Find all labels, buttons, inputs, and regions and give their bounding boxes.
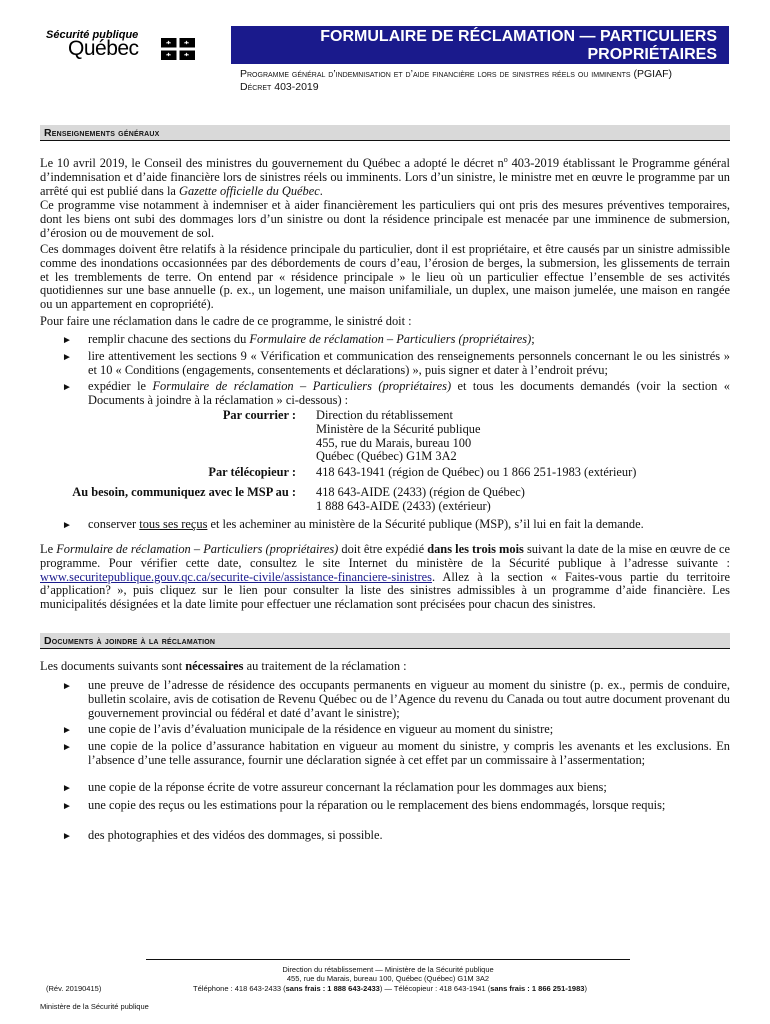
arrow-right-icon: ► — [62, 742, 72, 753]
footer-ministry: Ministère de la Sécurité publique — [40, 1002, 149, 1011]
list-item: ► une copie de la réponse écrite de votre assureur concernant la réclamation pour les dommages aux biens; — [62, 780, 607, 794]
arrow-right-icon: ► — [62, 831, 72, 842]
section-heading-general-info: Renseignements généraux — [40, 125, 730, 141]
paragraph-claim-steps-intro: Pour faire une réclamation dans le cadre de ce programme, le sinistré doit : — [40, 314, 412, 328]
paragraph-deadline: Le Formulaire de réclamation – Particuliers (propriétaires) doit être expédié dans les trois mois suivant la date de la mise en œuvre de ce programme. Pour vérifier cette date, consultez le site Internet du ministère de la Sécurité publique à l’adresse suivante : www.securitepublique.gouv.qc.ca/securite-civile/assistance-financiere-sinistres. Allez à la section « Faites-vous partie du territoire d’application? », puis cliquez sur le lien pour consulter la liste des sinistres admissibles à un programme d’aide financière. Les municipalités désignées et la date limite pour effectuer une réclamation sont précisées pour chacun des sinistres. — [40, 542, 730, 612]
logo-line1: Sécurité publique — [46, 29, 139, 41]
form-title: FORMULAIRE DE RÉCLAMATION — PARTICULIERS PROPRIÉTAIRES — [231, 26, 729, 64]
program-name: Programme général d’indemnisation et d’aide financière lors de sinistres réels ou imminents (PGIAF) — [240, 68, 672, 80]
list-item: ► expédier le Formulaire de réclamation – Particuliers (propriétaires) et tous les documents demandés (voir la section « Documents à joindre à la réclamation » ci-dessous) : — [62, 379, 730, 407]
arrow-right-icon: ► — [62, 520, 72, 531]
arrow-right-icon: ► — [62, 352, 72, 363]
decree-number: Décret 403-2019 — [240, 81, 319, 93]
logo-line2: Québec — [68, 37, 139, 60]
help-label: Au besoin, communiquez avec le MSP au : — [72, 485, 296, 499]
list-item: ► une copie de la police d’assurance habitation en vigueur au moment du sinistre, y compris les avenants et les exclusions. En l’absence d’une telle assurance, fournir une déclaration signée à cet effet par un commissaire à l’assermentation; — [62, 739, 730, 767]
arrow-right-icon: ► — [62, 681, 72, 692]
quebec-flag-icon — [161, 38, 195, 60]
section-heading-documents: Documents à joindre à la réclamation — [40, 633, 730, 649]
paragraph-damages: Ces dommages doivent être relatifs à la résidence principale du particulier, dont il est propriétaire, et être causés par un sinistre admissible comme des inondations occasionnées par des débordements de cours d’eau, l’érosion de berges, la submersion, les glissements de terrain et les tremblements de terre. On entend par « résidence principale » le lieu où un particulier effectue l’ensemble de ses activités quotidiennes sur une base annuelle (p. ex., un logement, une maison unifamiliale, un duplex, une maison jumelée, une maison en rangée ou un appartement en copropriété). — [40, 242, 730, 312]
list-item: ► une copie de l’avis d’évaluation municipale de la résidence en vigueur au moment du sinistre; — [62, 722, 554, 736]
paragraph-decree: Le 10 avril 2019, le Conseil des ministres du gouvernement du Québec a adopté le décret $n^o$ 403-2019 établissant le Programme général d’indemnisation et d’aide financière lors de sinistres réels ou imminents. Lors d’un sinistre, le ministre met en œuvre le programme par un arrêté qui est publié dans la Gazette officielle du Québec. — [40, 155, 731, 198]
list-item: ► conserver tous ses reçus et les acheminer au ministère de la Sécurité publique (MSP), s’il lui en fait la demande. — [62, 517, 644, 531]
list-item: ► une copie des reçus ou les estimations pour la réparation ou le remplacement des biens endommagés, lorsque requis; — [62, 798, 666, 812]
arrow-right-icon: ► — [62, 725, 72, 736]
arrow-right-icon: ► — [62, 783, 72, 794]
list-item: ► une preuve de l’adresse de résidence des occupants permanents en vigueur au moment du sinistre (p. ex., permis de conduire, bulletin scolaire, avis de cotisation de Revenu Québec ou de l’Agence du revenu du Canada ou tout autre document provenant du gouvernement provincial ou fédéral et daté d’avant le sinistre); — [62, 678, 730, 720]
footer-divider — [146, 959, 630, 960]
fax-value: 418 643-1941 (région de Québec) ou 1 866 251-1983 (extérieur) — [316, 465, 637, 479]
mail-address: Direction du rétablissement Ministère de la Sécurité publique 455, rue du Marais, bureau 100 Québec (Québec) G1M 3A2 — [316, 408, 481, 464]
quebec-logo — [40, 26, 200, 66]
footer-contact: Téléphone : 418 643-2433 (sans frais : 1 888 643-2433) — Télécopieur : 418 643-1941 (sans frais : 1 866 251-1983) — [193, 984, 587, 993]
help-phones: 418 643-AIDE (2433) (région de Québec) 1 888 643-AIDE (2433) (extérieur) — [316, 485, 525, 513]
arrow-right-icon: ► — [62, 801, 72, 812]
paragraph-documents-intro: Les documents suivants sont nécessaires au traitement de la réclamation : — [40, 659, 407, 673]
list-item: ► des photographies et des vidéos des dommages, si possible. — [62, 828, 383, 842]
mail-label: Par courrier : — [222, 408, 296, 422]
arrow-right-icon: ► — [62, 335, 72, 346]
arrow-right-icon: ► — [62, 382, 72, 393]
msp-website-link[interactable]: www.securitepublique.gouv.qc.ca/securite-civile/assistance-financiere-sinistres — [40, 569, 432, 584]
footer-address: Direction du rétablissement — Ministère de la Sécurité publique 455, rue du Marais, bureau 100, Québec (Québec) G1M 3A2 — [282, 965, 494, 983]
program-subtitle — [240, 68, 730, 94]
paragraph-program-aim: Ce programme vise notamment à indemniser et à aider financièrement les particuliers qui ont pris des mesures préventives temporaires, dont les biens ont subi des dommages lors d’un sinistre ou dont la résidence principale est menacée par une imminence de submersion, d’érosion ou de mouvement de sol. — [40, 198, 730, 240]
fax-label: Par télécopieur : — [208, 465, 296, 479]
revision-date: (Rév. 20190415) — [46, 984, 102, 993]
list-item: ► remplir chacune des sections du Formulaire de réclamation – Particuliers (propriétaires); — [62, 332, 535, 346]
list-item: ► lire attentivement les sections 9 « Vérification et communication des renseignements personnels concernant le ou les sinistrés » et 10 « Conditions (engagements, consentements et déclarations) », puis signer et dater à l’endroit prévu; — [62, 349, 730, 377]
